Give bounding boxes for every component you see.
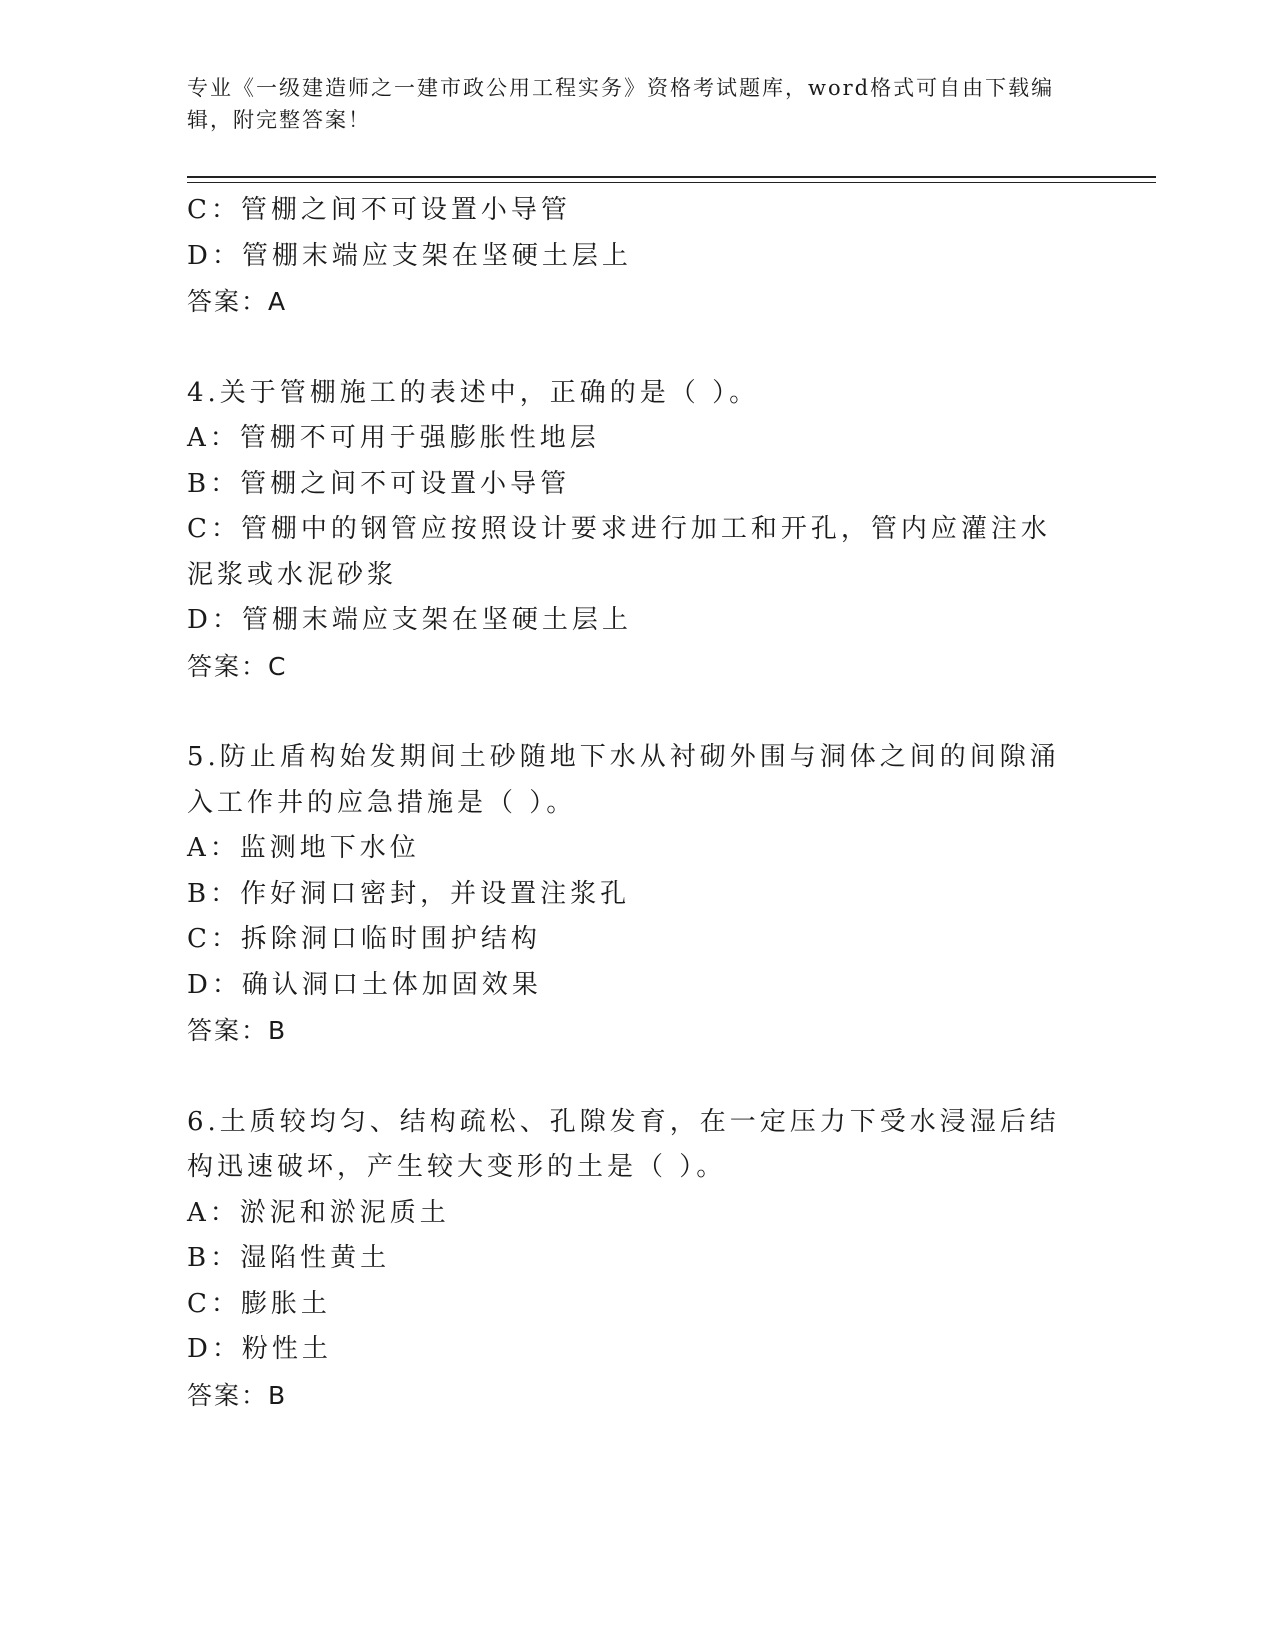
answer: 答案：C [187, 651, 288, 681]
option-a: A：淤泥和淤泥质土 [187, 1197, 450, 1228]
option-d: D：管棚末端应支架在坚硬土层上 [187, 240, 632, 271]
option-d: D：确认洞口土体加固效果 [187, 969, 542, 1000]
option-c: C：管棚中的钢管应按照设计要求进行加工和开孔，管内应灌注水泥浆或水泥砂浆 [187, 514, 1051, 590]
document-header: 专业《一级建造师之一建市政公用工程实务》资格考试题库，word格式可自由下载编辑，附完整答案！ [187, 76, 1055, 132]
option-d: D：粉性土 [187, 1334, 332, 1364]
answer: 答案：B [187, 1380, 288, 1410]
option-b: B：管棚之间不可设置小导管 [187, 468, 571, 499]
header-divider-thick [187, 176, 1156, 178]
answer: 答案：A [187, 287, 288, 316]
question-stem: 4.关于管棚施工的表述中，正确的是（ ）。 [187, 377, 760, 408]
question-4 [187, 371, 1067, 690]
option-d: D：管棚末端应支架在坚硬土层上 [187, 605, 632, 635]
document-body [187, 188, 1067, 1464]
option-b: B：湿陷性黄土 [187, 1243, 391, 1273]
option-c: C：拆除洞口临时围护结构 [187, 924, 541, 954]
answer: 答案：B [187, 1016, 288, 1045]
header-divider-thin [187, 182, 1156, 183]
option-a: A：管棚不可用于强膨胀性地层 [187, 423, 600, 453]
continued-question [187, 188, 1067, 325]
option-c: C：膨胀土 [187, 1288, 331, 1319]
question-6 [187, 1100, 1067, 1419]
question-stem: 6.土质较均匀、结构疏松、孔隙发育，在一定压力下受水浸湿后结构迅速破坏，产生较大变形的土是（ ）。 [187, 1106, 1060, 1182]
question-5 [187, 735, 1067, 1054]
option-c: C：管棚之间不可设置小导管 [187, 195, 571, 225]
option-b: B：作好洞口密封，并设置注浆孔 [187, 878, 631, 909]
option-a: A：监测地下水位 [187, 833, 420, 863]
question-stem: 5.防止盾构始发期间土砂随地下水从衬砌外围与洞体之间的间隙涌入工作井的应急措施是（ ）。 [187, 742, 1060, 818]
